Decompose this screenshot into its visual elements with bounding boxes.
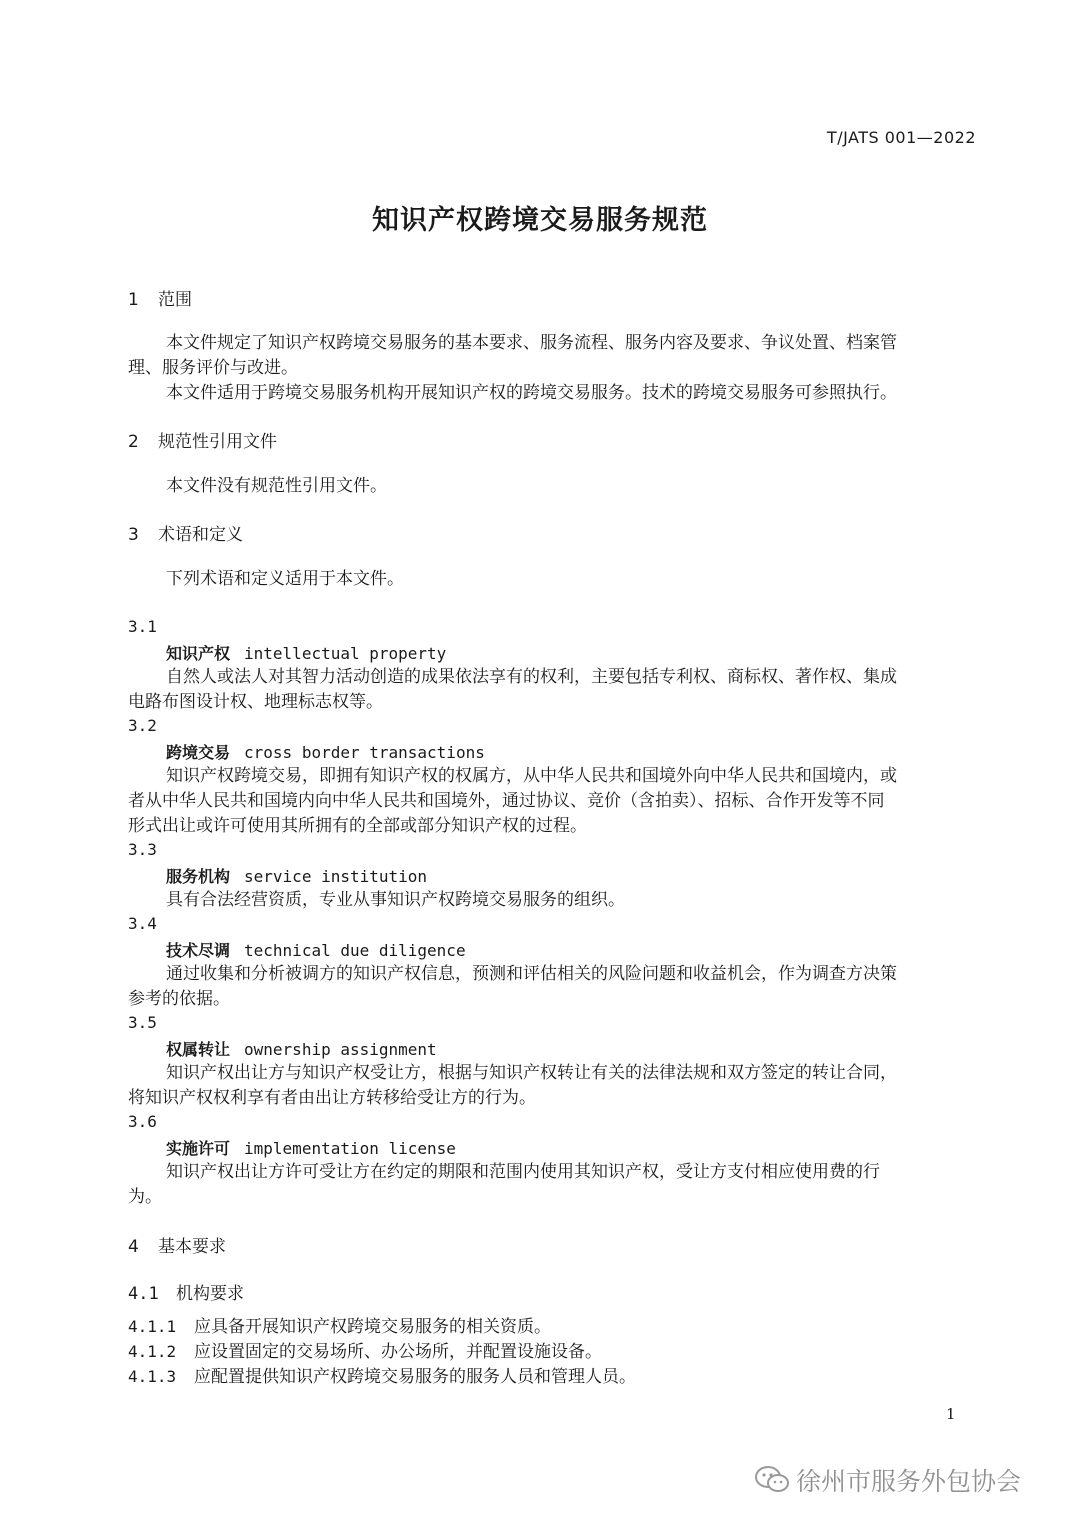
term-number: 3.5 <box>128 1013 157 1032</box>
term-definition-line: 形式出让或许可使用其所拥有的全部或部分知识产权的过程。 <box>128 816 587 836</box>
requirement-item <box>128 1364 636 1390</box>
term-definition-line: 知识产权跨境交易，即拥有知识产权的权属方，从中华人民共和国境外向中华人民共和国境内，或 <box>166 766 897 786</box>
item-number: 4.1.1 <box>128 1317 177 1336</box>
term-heading <box>166 740 485 763</box>
term-heading <box>166 864 427 887</box>
term-english: ownership assignment <box>244 1040 437 1059</box>
term-heading <box>166 1136 456 1159</box>
term-chinese: 知识产权 <box>166 644 231 663</box>
term-english: intellectual property <box>244 644 447 663</box>
section-number: 4 <box>128 1237 139 1257</box>
subsection-4-1-heading <box>128 1279 244 1304</box>
section-4-heading <box>128 1232 226 1257</box>
term-number: 3.4 <box>128 914 157 933</box>
term-definition-line: 自然人或法人对其智力活动创造的成果依法享有的权利，主要包括专利权、商标权、著作权、集成 <box>166 667 897 687</box>
term-heading <box>166 938 466 961</box>
term-chinese: 跨境交易 <box>166 743 231 762</box>
term-heading <box>166 641 446 664</box>
watermark-text: 徐州市服务外包协会 <box>796 1467 1022 1496</box>
term-english: technical due diligence <box>244 941 466 960</box>
term-definition-line: 通过收集和分析被调方的知识产权信息，预测和评估相关的风险问题和收益机会，作为调查方决策 <box>166 964 897 984</box>
section-2-heading <box>128 427 277 452</box>
term-chinese: 权属转让 <box>166 1040 231 1059</box>
subsection-number: 4.1 <box>128 1284 159 1304</box>
term-chinese: 技术尽调 <box>166 941 231 960</box>
term-definition-line: 者从中华人民共和国境内向中华人民共和国境外，通过协议、竞价（含拍卖）、招标、合作开发等不同 <box>128 791 885 811</box>
section-number: 3 <box>128 525 139 545</box>
section-number: 2 <box>128 432 139 452</box>
document-title: 知识产权跨境交易服务规范 <box>372 205 708 236</box>
section-1-paragraph-1-line-1: 本文件规定了知识产权跨境交易服务的基本要求、服务流程、服务内容及要求、争议处置、档案管 <box>166 333 897 353</box>
wechat-icon <box>754 1465 790 1495</box>
item-text: 应具备开展知识产权跨境交易服务的相关资质。 <box>194 1317 551 1337</box>
section-number: 1 <box>128 290 139 310</box>
term-chinese: 服务机构 <box>166 867 231 886</box>
term-number: 3.2 <box>128 716 157 735</box>
term-definition-line: 知识产权出让方与知识产权受让方，根据与知识产权转让有关的法律法规和双方签定的转让合同， <box>166 1063 897 1083</box>
term-definition-line: 具有合法经营资质，专业从事知识产权跨境交易服务的组织。 <box>166 890 625 910</box>
section-3-heading <box>128 520 243 545</box>
term-definition-line: 将知识产权权利享有者由出让方转移给受让方的行为。 <box>128 1088 536 1108</box>
requirement-item <box>128 1314 551 1340</box>
section-title: 基本要求 <box>158 1237 226 1257</box>
watermark <box>754 1462 1021 1498</box>
subsection-title: 机构要求 <box>176 1284 244 1304</box>
term-number: 3.3 <box>128 840 157 859</box>
section-title: 范围 <box>158 290 192 310</box>
requirement-item <box>128 1339 602 1365</box>
term-definition-line: 为。 <box>128 1187 162 1207</box>
standard-number: T/JATS 001—2022 <box>826 128 976 147</box>
term-english: implementation license <box>244 1139 456 1158</box>
term-english: cross border transactions <box>244 743 485 762</box>
term-heading <box>166 1037 437 1060</box>
term-number: 3.1 <box>128 617 157 636</box>
item-text: 应配置提供知识产权跨境交易服务的服务人员和管理人员。 <box>194 1367 636 1387</box>
section-3-intro: 下列术语和定义适用于本文件。 <box>166 569 404 589</box>
term-definition-line: 参考的依据。 <box>128 989 230 1009</box>
section-title: 术语和定义 <box>158 525 243 545</box>
section-1-paragraph-2: 本文件适用于跨境交易服务机构开展知识产权的跨境交易服务。技术的跨境交易服务可参照执行。 <box>166 383 897 403</box>
term-definition-line: 知识产权出让方许可受让方在约定的期限和范围内使用其知识产权，受让方支付相应使用费的行 <box>166 1162 880 1182</box>
term-number: 3.6 <box>128 1112 157 1131</box>
term-definition-line: 电路布图设计权、地理标志权等。 <box>128 692 383 712</box>
section-2-paragraph: 本文件没有规范性引用文件。 <box>166 476 387 496</box>
section-title: 规范性引用文件 <box>158 432 277 452</box>
page-number: 1 <box>946 1405 956 1423</box>
item-number: 4.1.3 <box>128 1367 177 1386</box>
term-chinese: 实施许可 <box>166 1139 231 1158</box>
section-1-heading <box>128 285 192 310</box>
section-1-paragraph-1-line-2: 理、服务评价与改进。 <box>128 358 298 378</box>
item-number: 4.1.2 <box>128 1342 177 1361</box>
item-text: 应设置固定的交易场所、办公场所，并配置设施设备。 <box>194 1342 602 1362</box>
term-english: service institution <box>244 867 428 886</box>
